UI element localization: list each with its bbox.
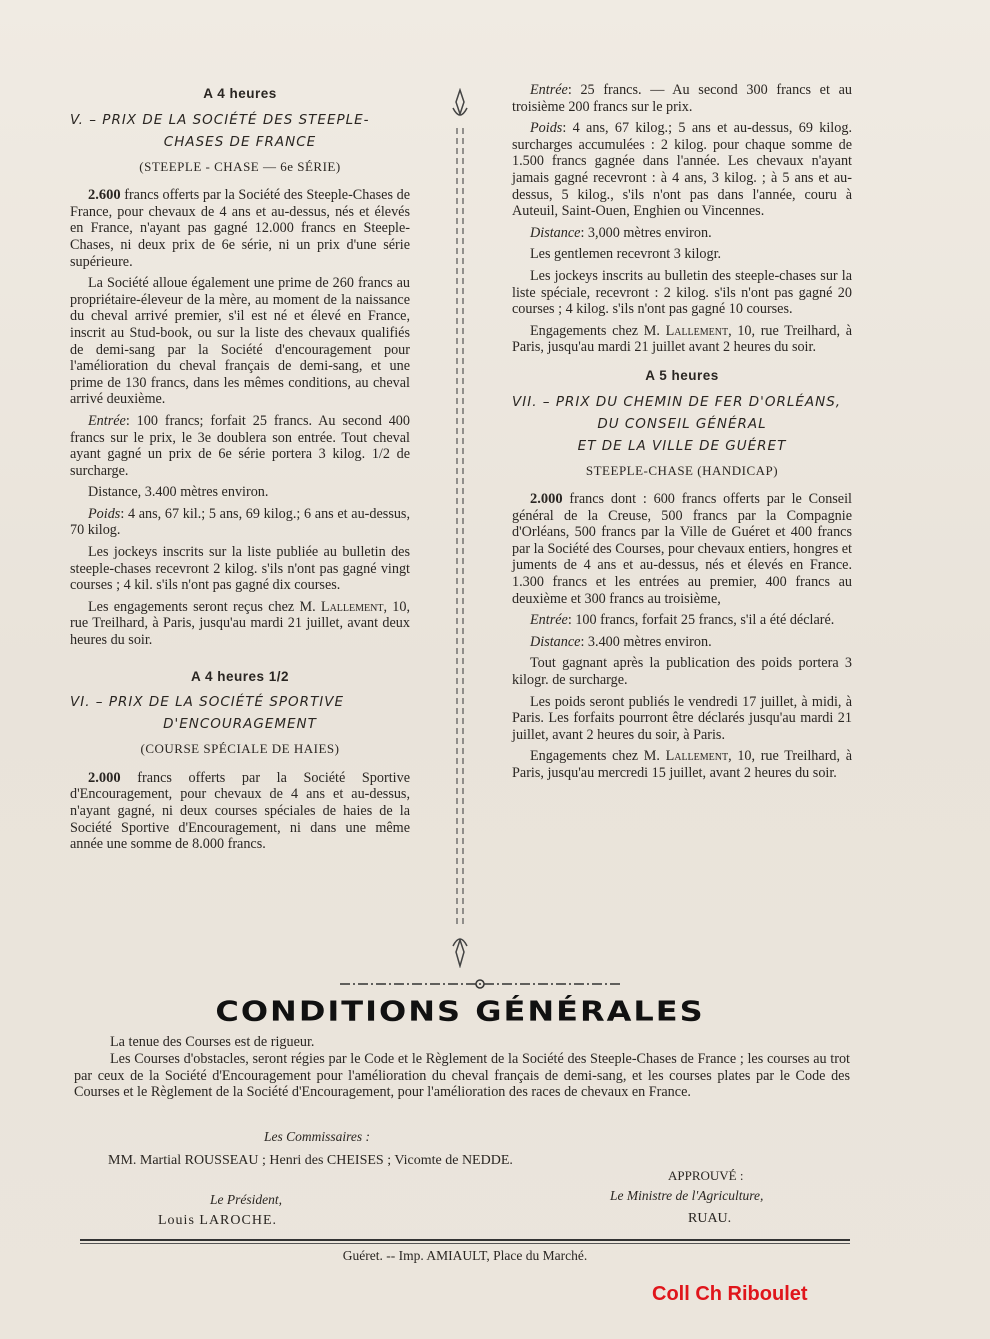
race-vi-subtitle: (COURSE SPÉCIALE DE HAIES) [140,741,340,757]
race-vii-title-line2: DU CONSEIL GÉNÉRAL [597,415,767,432]
race-vii-paragraph [512,491,852,607]
footer-rule-thin [80,1243,850,1244]
entry-text: : 25 francs. — Au second 300 francs et au troisième 200 francs sur le prix. [512,82,852,115]
entry-label: Entrée [530,612,568,629]
minister-label-text: Le Ministre de l'Agriculture, [610,1188,764,1203]
race-v-cont-engagements [512,323,852,356]
race-v-title-line2: CHASES DE FRANCE [163,133,317,150]
entry-text: : 100 francs, forfait 25 francs, s'il a été déclaré. [567,612,835,629]
race-v-amount: 2.600 [88,187,121,204]
race-vii-amount: 2.000 [530,491,563,508]
president-label [210,1192,282,1209]
race-vii-surcharge: Tout gagnant après la publication des poids portera 3 kilogr. de surcharge. [512,655,852,689]
race-v-paragraph [70,187,410,270]
race-vi-amount: 2.000 [88,769,121,786]
race-vii-text: francs dont : 600 francs offerts par le Conseil général de la Creuse, 500 francs par la Compagnie d'Orléans, 500 francs par la Ville de Guéret et 400 francs par la Société des Courses, pour chevaux entiers, hongres et juments de 4 ans et au-dessus, nés et élevés en France. 1.300 francs et les entrées au premier, 400 francs au deuxième et 300 francs au troisième, [512,491,853,607]
race-vi-title-line2: D'ENCOURAGEMENT [163,716,317,733]
race-v-engagements [70,599,410,649]
race-vii-title [512,391,852,457]
collection-watermark: Coll Ch Riboulet [652,1283,808,1305]
engagements-name: Lallement [665,322,729,339]
race-v-weights [70,506,410,539]
race-vii-title-line3: ET DE LA VILLE DE GUÉRET [577,437,787,454]
distance-text: : 3,000 mètres environ. [580,224,712,241]
general-conditions-heading: CONDITIONS GÉNÉRALES [215,994,705,1028]
minister-label [610,1188,763,1205]
column-divider-ornament [447,88,473,968]
weights-label: Poids [530,120,563,137]
race-v-entry [70,413,410,479]
distance-text: : 3.400 mètres environ. [580,633,712,650]
commissioners-label-text: Les Commissaires : [264,1129,371,1144]
race-v-cont-jockeys: Les jockeys inscrits au bulletin des steeple-chases sur la liste spéciale, recevront : 2 kilog. s'ils n'ont pas gagné 20 courses ; 4 kilog. s'ils n'ont pas gagné 10 courses. [512,267,852,318]
race-vi-text: francs offerts par la Société Sportive d'Encouragement, pour chevaux de 4 ans et au-dessus, n'ayant gagné, ni deux courses spéciales de haies de la Société Sportive d'Encouragement, ni dans une même année une somme de 8.000 francs. [70,769,410,853]
entry-text: : 100 francs; forfait 25 francs. Au second 400 francs sur le prix, le 3e doublera son entrée. Tout cheval ayant gagné un prix de 6e série portera 3 kilog. 1/2 de surcharge. [70,412,410,479]
entry-label: Entrée [530,82,568,98]
general-rule-dress: La tenue des Courses est de rigueur. [110,1034,315,1050]
race-vii-distance [512,634,852,651]
engagements-address: , 10, rue Treilhard, à Paris, jusqu'au mercredi 15 juillet, avant 2 heures du soir. [512,748,853,781]
race-v-cont-entry [512,82,852,115]
engagements-text: Les engagements seront reçus chez M. [88,598,321,615]
president-name: Louis LAROCHE. [158,1213,277,1228]
printer-imprint: Guéret. -- Imp. AMIAULT, Place du Marché. [342,1248,588,1263]
left-column [70,82,410,858]
commissioners-names: MM. Martial ROUSSEAU ; Henri des CHEISES ; Vicomte de NEDDE. [108,1153,513,1168]
right-column [512,82,852,787]
weights-text: : 4 ans, 67 kil.; 5 ans, 69 kilog.; 6 ans et au-dessus, 70 kilog. [70,505,410,539]
minister-name: RUAU. [688,1211,732,1226]
race-v-cont-weights [512,120,852,220]
race-vii-weights: Les poids seront publiés le vendredi 17 juillet, à midi, à Paris. Les forfaits pourront être déclarés jusqu'au mardi 21 juillet, avant 2 heures du soir, à Paris. [512,693,852,743]
race-v-cont-distance [512,225,852,242]
race-vi-time: A 4 heures 1/2 [190,668,290,684]
race-v-time: A 4 heures [203,86,277,101]
race-vii-title-line1: VII. – PRIX DU CHEMIN DE FER D'ORLÉANS, [512,393,842,410]
race-vi-paragraph [70,770,410,853]
distance-label: Distance [530,633,581,650]
general-conditions-text [74,1034,850,1101]
distance-label: Distance [530,224,581,241]
race-v-title [70,109,410,153]
engagements-address: , 10, rue Treilhard, à Paris, jusqu'au mardi 21 juillet avant 2 heures du soir. [512,322,853,356]
banner-ornament [330,977,630,991]
race-v-prime-paragraph: La Société alloue également une prime de 260 francs au propriétaire-éleveur de la mère, au moment de la naissance du cheval arrivé premier, s'il est né et élevé en France, inscrit au Stud-book, ou sur la liste des chevaux qualifiés de demi-sang par la Société d'encouragement pour l'amélioration du cheval français de demi-sang, et une prime de 130 francs, dans les mêmes conditions, au cheval arrivé deuxième. [70,275,410,408]
race-vii-subtitle: STEEPLE-CHASE (HANDICAP) [585,462,779,478]
engagements-name: Lallement [665,748,729,765]
approved-label: APPROUVÉ : [668,1168,744,1183]
race-vii-time: A 5 heures [645,367,719,383]
general-rule-codes: Les Courses d'obstacles, seront régies par le Code et le Règlement de la Société des Steeple-Chases de France ; les courses au trot par ceux de la Société d'Encouragement pour l'amélioration du cheval français de demi-sang, et les courses plates par le Code des Courses et le Règlement de la Société d'Encouragement, pour l'amélioration des races de chevaux en France. [74,1050,850,1101]
race-vii-engagements [512,748,852,781]
engagements-address: , 10, rue Treilhard, à Paris, jusqu'au mardi 21 juillet, avant deux heures du soir. [70,598,410,649]
race-vi-title-line1: VI. – PRIX DE LA SOCIÉTÉ SPORTIVE [70,694,345,711]
race-v-cont-gentlemen: Les gentlemen recevront 3 kilogr. [530,246,722,263]
entry-label: Entrée [88,412,126,429]
race-vi-title [70,691,410,735]
race-v-title-line1: V. – PRIX DE LA SOCIÉTÉ DES STEEPLE- [70,111,370,128]
race-v-subtitle: (STEEPLE - CHASE — 6e SÉRIE) [139,158,341,174]
weights-label: Poids [88,505,121,522]
race-vii-entry [512,612,852,629]
president-label-text: Le Président, [210,1192,282,1207]
race-v-text: francs offerts par la Société des Steeple-Chases de France, pour chevaux de 4 ans et au-dessus, nés et élevés en France, n'ayant pas gagné 12.000 francs en Steeple-Chases, ni deux prix de 6e série, ni un prix d'une série supérieure. [70,187,410,270]
engagements-name: Lallement [320,598,384,615]
footer-rule [80,1239,850,1241]
engagements-text: Engagements chez M. [530,322,666,339]
race-v-distance: Distance, 3.400 mètres environ. [88,484,269,501]
race-v-jockeys: Les jockeys inscrits sur la liste publiée au bulletin des steeple-chases recevront 2 kilog. s'ils n'ont pas gagné vingt courses ; 4 kil. s'ils n'ont pas gagné dix courses. [70,544,410,594]
weights-text: : 4 ans, 67 kilog.; 5 ans et au-dessus, 69 kilog. surcharges accumulées : 2 kilog. pour chaque somme de 1.500 francs gagnée dans l'année. Les chevaux n'ayant jamais gagné recevront : à 4 ans, 3 kilog. ; à 5 ans et au-dessus, 5 kilog., s'ils n'ont pas dans l'année, couru à Auteuil, Saint-Ouen, Enghien ou Vincennes. [512,120,852,220]
commissioners-label [264,1129,370,1146]
engagements-text: Engagements chez M. [530,748,666,765]
